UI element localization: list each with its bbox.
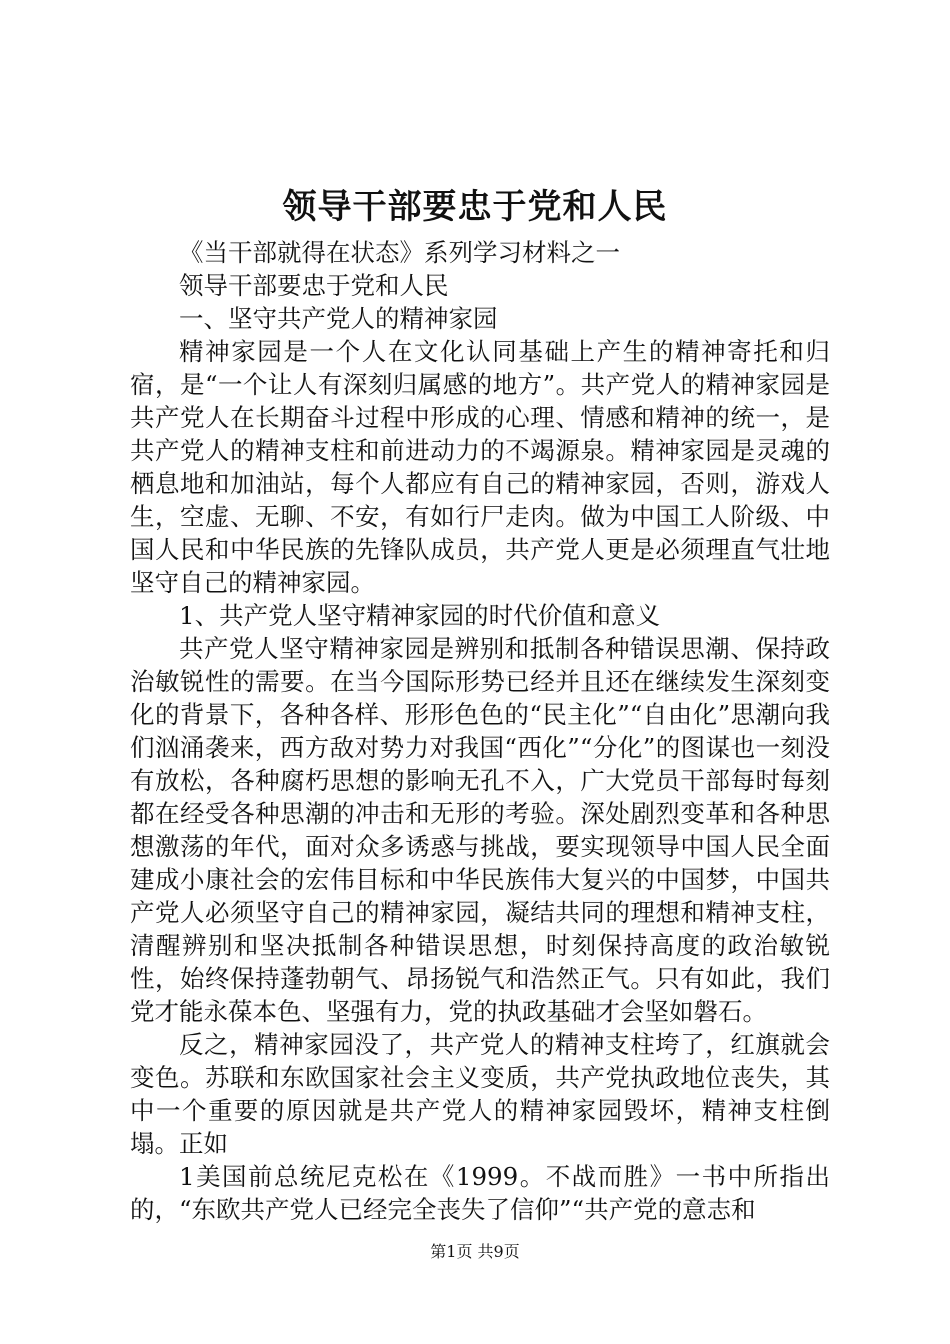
series-heading: 《当干部就得在状态》系列学习材料之一 [179, 238, 620, 267]
section-heading: 一、坚守共产党人的精神家园 [179, 304, 498, 333]
document-title: 领导干部要忠于党和人民 [282, 187, 668, 227]
document-body [130, 236, 830, 1226]
page-footer: 第1页 共9页 [430, 1242, 520, 1261]
body-paragraph: 精神家园是一个人在文化认同基础上产生的精神寄托和归宿，是“一个让人有深刻归属感的地方”。共产党人的精神家园是共产党人在长期奋斗过程中形成的心理、情感和精神的统一，是共产党人的精神支柱和前进动力的不竭源泉。精神家园是灵魂的栖息地和加油站，每个人都应有自己的精神家园，否则，游戏人生，空虚、无聊、不安，有如行尸走肉。做为中国工人阶级、中国人民和中华民族的先锋队成员，共产党人更是必须理直气壮地坚守自己的精神家园。 [130, 337, 830, 597]
body-paragraph: 共产党人坚守精神家园是辨别和抵制各种错误思潮、保持政治敏锐性的需要。在当今国际形势已经并且还在继续发生深刻变化的背景下，各种各样、形形色色的“民主化”“自由化”思潮向我们汹涌袭来，西方敌对势力对我国“西化”“分化”的图谋也一刻没有放松，各种腐朽思想的影响无孔不入，广大党员干部每时每刻都在经受各种思潮的冲击和无形的考验。深处剧烈变革和各种思想激荡的年代，面对众多诱惑与挑战，要实现领导中国人民全面建成小康社会的宏伟目标和中华民族伟大复兴的中国梦，中国共产党人必须坚守自己的精神家园，凝结共同的理想和精神支柱，清醒辨别和坚决抵制各种错误思想，时刻保持高度的政治敏锐性，始终保持蓬勃朝气、昂扬锐气和浩然正气。只有如此，我们党才能永葆本色、坚强有力，党的执政基础才会坚如磐石。 [130, 634, 830, 1026]
body-paragraph: 反之，精神家园没了，共产党人的精神支柱垮了，红旗就会变色。苏联和东欧国家社会主义变质，共产党执政地位丧失，其中一个重要的原因就是共产党人的精神家园毁坏，精神支柱倒塌。正如 [130, 1030, 830, 1158]
subsection-heading: 1、共产党人坚守精神家园的时代价值和意义 [179, 601, 661, 630]
subtitle-line: 领导干部要忠于党和人民 [179, 271, 449, 300]
body-paragraph: 1美国前总统尼克松在《1999。不战而胜》一书中所指出的，“东欧共产党人已经完全丧失了信仰”“共产党的意志和 [130, 1162, 830, 1224]
